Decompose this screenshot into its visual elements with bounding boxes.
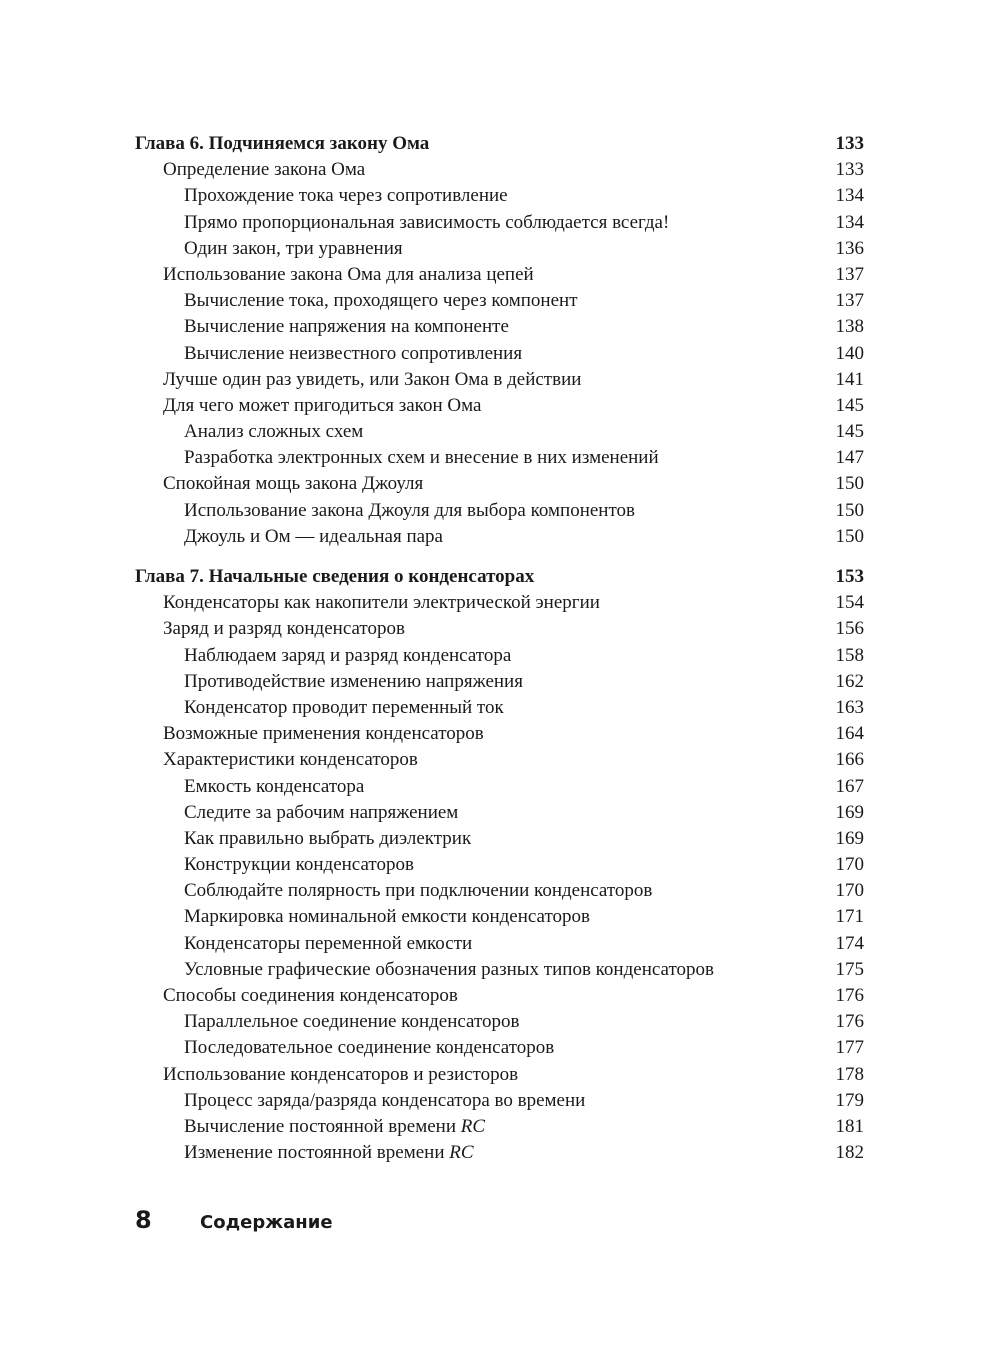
page-number: 133 — [835, 133, 864, 154]
entry-title-text: Конструкции конденсаторов — [184, 854, 414, 876]
footer-section-label: Содержание — [200, 1212, 333, 1233]
entry-title-text: Определение закона Ома — [163, 159, 366, 181]
entry-title — [135, 1062, 518, 1088]
page-number: 169 — [835, 801, 864, 823]
toc-entry[interactable] — [135, 616, 864, 642]
toc-entry[interactable] — [135, 1140, 864, 1166]
entry-title — [135, 878, 652, 904]
entry-title-text: Характеристики конденсаторов — [163, 749, 418, 771]
entry-title-text: Наблюдаем заряд и разряд конденсатора — [184, 644, 512, 666]
page-number: 176 — [835, 1011, 864, 1033]
table-of-contents — [135, 131, 864, 1166]
entry-title-text: Джоуль и Ом — идеальная пара — [184, 525, 443, 547]
entry-title-text: Использование закона Джоуля для выбора компонентов — [184, 499, 635, 521]
page-number: 170 — [835, 854, 864, 876]
page-number: 177 — [835, 1037, 864, 1059]
entry-title — [135, 236, 403, 262]
page-number: 176 — [835, 985, 864, 1006]
entry-title-text: Конденсатор проводит переменный ток — [184, 696, 504, 718]
entry-title-text: Вычисление неизвестного сопротивления — [184, 342, 523, 364]
entry-title — [135, 800, 458, 826]
entry-title-text: Разработка электронных схем и внесение в них изменений — [184, 447, 659, 469]
entry-title — [135, 341, 522, 367]
toc-entry[interactable] — [135, 1088, 864, 1114]
toc-entry[interactable] — [135, 826, 864, 852]
page-number: 134 — [835, 211, 864, 233]
entry-title-text: Спокойная мощь закона Джоуля — [163, 473, 424, 495]
entry-title-text: Емкость конденсатора — [184, 775, 365, 797]
entry-title-text: Соблюдайте полярность при подключении конденсаторов — [184, 880, 653, 902]
toc-entry[interactable] — [135, 498, 864, 524]
page-number: 179 — [835, 1089, 864, 1111]
chapter-entries — [135, 590, 864, 1166]
toc-entry[interactable] — [135, 957, 864, 983]
page-number: 166 — [835, 749, 864, 771]
page-number: 169 — [835, 827, 864, 849]
page-number: 163 — [835, 696, 864, 718]
entry-title-text: Использование закона Ома для анализа цепей — [163, 263, 534, 285]
toc-entry[interactable] — [135, 471, 864, 497]
entry-title — [135, 957, 714, 983]
entry-title-text: Вычисление напряжения на компоненте — [184, 316, 509, 338]
page-number: 170 — [835, 880, 864, 902]
toc-entry[interactable] — [135, 367, 864, 393]
entry-title-text: Анализ сложных схем — [184, 421, 364, 443]
toc-entry[interactable] — [135, 1062, 864, 1088]
toc-entry[interactable] — [135, 852, 864, 878]
chapter-entries — [135, 157, 864, 550]
chapter-title: Глава 6. Подчиняемся закону Ома — [135, 133, 430, 154]
page-number: 137 — [835, 263, 864, 285]
entry-title — [135, 590, 600, 616]
entry-title — [135, 721, 484, 747]
entry-title-text: Маркировка номинальной емкости конденсаторов — [184, 906, 591, 928]
entry-title — [135, 983, 458, 1009]
toc-entry[interactable] — [135, 1114, 864, 1140]
toc-entry[interactable] — [135, 1009, 864, 1035]
entry-title-text: Заряд и разряд конденсаторов — [163, 618, 405, 640]
chapter-7 — [135, 564, 864, 1166]
entry-title-text: Конденсаторы переменной емкости — [184, 932, 473, 954]
page-number: 136 — [835, 237, 864, 259]
toc-entry[interactable] — [135, 445, 864, 471]
entry-title — [135, 852, 414, 878]
page-number: 178 — [835, 1063, 864, 1085]
chapter-title: Глава 7. Начальные сведения о конденсаторах — [135, 566, 535, 587]
entry-title-text: Процесс заряда/разряда конденсатора во времени — [184, 1089, 586, 1111]
entry-title — [135, 524, 443, 550]
page-number: 145 — [835, 394, 864, 416]
toc-entry[interactable] — [135, 524, 864, 550]
page-number: 140 — [835, 342, 864, 364]
entry-title — [135, 419, 363, 445]
chapter-heading[interactable] — [135, 564, 864, 590]
entry-title — [135, 471, 423, 497]
entry-title-text: Следите за рабочим напряжением — [184, 801, 459, 823]
page-number: 150 — [835, 499, 864, 521]
toc-entry[interactable] — [135, 236, 864, 262]
toc-entry[interactable] — [135, 288, 864, 314]
entry-title — [135, 367, 581, 393]
entry-title-italic: RC — [449, 1142, 474, 1164]
entry-title — [135, 774, 364, 800]
page-number: 138 — [835, 316, 864, 338]
entry-title — [135, 904, 590, 930]
entry-title-text: Как правильно выбрать диэлектрик — [184, 827, 472, 849]
toc-entry[interactable] — [135, 800, 864, 826]
page-number: 174 — [835, 932, 864, 954]
page-number: 175 — [835, 958, 864, 980]
entry-title — [135, 1009, 520, 1035]
toc-entry[interactable] — [135, 262, 864, 288]
entry-title — [135, 314, 509, 340]
entry-title — [135, 826, 471, 852]
toc-entry[interactable] — [135, 393, 864, 419]
toc-entry[interactable] — [135, 983, 864, 1009]
entry-title-text: Вычисление постоянной времени — [184, 1115, 456, 1137]
toc-entry[interactable] — [135, 341, 864, 367]
page-number: 164 — [835, 723, 864, 745]
toc-entry[interactable] — [135, 419, 864, 445]
toc-entry[interactable] — [135, 314, 864, 340]
entry-title — [135, 669, 523, 695]
toc-entry[interactable] — [135, 183, 864, 209]
entry-title-text: Последовательное соединение конденсаторов — [184, 1037, 555, 1059]
entry-title-text: Вычисление тока, проходящего через компонент — [184, 290, 578, 312]
entry-title — [135, 1035, 554, 1061]
page-number: 154 — [835, 592, 864, 614]
entry-title — [135, 393, 481, 419]
toc-entry[interactable] — [135, 1035, 864, 1061]
toc-entry[interactable] — [135, 590, 864, 616]
page-number: 150 — [835, 525, 864, 547]
page-number: 133 — [835, 159, 864, 181]
toc-entry[interactable] — [135, 747, 864, 773]
entry-title — [135, 262, 534, 288]
toc-entry[interactable] — [135, 931, 864, 957]
entry-title-text: Изменение постоянной времени — [184, 1142, 445, 1164]
chapter-6 — [135, 131, 864, 550]
entry-title-text: Способы соединения конденсаторов — [163, 985, 458, 1006]
toc-entry[interactable] — [135, 878, 864, 904]
chapter-heading[interactable] — [135, 131, 864, 157]
page-number: 162 — [835, 670, 864, 692]
entry-title — [135, 183, 508, 209]
entry-title-text: Один закон, три уравнения — [184, 237, 403, 259]
entry-title — [135, 1140, 474, 1166]
page-number: 156 — [835, 618, 864, 640]
entry-title — [135, 616, 405, 642]
toc-entry[interactable] — [135, 721, 864, 747]
entry-title-text: Возможные применения конденсаторов — [163, 723, 484, 745]
toc-entry[interactable] — [135, 669, 864, 695]
page-number: 141 — [835, 368, 864, 390]
entry-title-text: Использование конденсаторов и резисторов — [163, 1063, 519, 1085]
toc-entry[interactable] — [135, 774, 864, 800]
entry-title — [135, 445, 659, 471]
page-number: 171 — [835, 906, 864, 928]
entry-title-text: Условные графические обозначения разных типов конденсаторов — [184, 958, 714, 980]
footer-page-number: 8 — [135, 1206, 152, 1234]
toc-entry[interactable] — [135, 157, 864, 183]
entry-title — [135, 288, 578, 314]
entry-title-text: Параллельное соединение конденсаторов — [184, 1011, 520, 1033]
entry-title — [135, 695, 504, 721]
page-number: 167 — [835, 775, 864, 797]
entry-title — [135, 747, 418, 773]
toc-entry[interactable] — [135, 904, 864, 930]
toc-entry[interactable] — [135, 695, 864, 721]
page-footer — [135, 1206, 333, 1234]
entry-title — [135, 210, 669, 236]
page-number: 137 — [835, 290, 864, 312]
entry-title-text: Прохождение тока через сопротивление — [184, 185, 508, 207]
page-number: 145 — [835, 421, 864, 443]
entry-title-text: Противодействие изменению напряжения — [184, 670, 523, 692]
entry-title — [135, 1088, 585, 1114]
entry-title-italic: RC — [460, 1115, 486, 1137]
toc-entry[interactable] — [135, 210, 864, 236]
page-number: 181 — [835, 1115, 864, 1137]
entry-title-text: Прямо пропорциональная зависимость соблюдается всегда! — [184, 211, 670, 233]
toc-entry[interactable] — [135, 643, 864, 669]
entry-title — [135, 931, 472, 957]
page-number: 134 — [835, 185, 864, 207]
entry-title — [135, 643, 511, 669]
entry-title — [135, 157, 365, 183]
page-number: 153 — [835, 566, 864, 587]
page-number: 182 — [835, 1142, 864, 1164]
entry-title — [135, 498, 635, 524]
page-number: 150 — [835, 473, 864, 495]
entry-title-text: Конденсаторы как накопители электрической энергии — [163, 592, 600, 614]
page-number: 158 — [835, 644, 864, 666]
entry-title-text: Для чего может пригодиться закон Ома — [163, 394, 482, 416]
entry-title-text: Лучше один раз увидеть, или Закон Ома в действии — [163, 368, 582, 390]
page-number: 147 — [835, 447, 864, 469]
entry-title — [135, 1114, 485, 1140]
